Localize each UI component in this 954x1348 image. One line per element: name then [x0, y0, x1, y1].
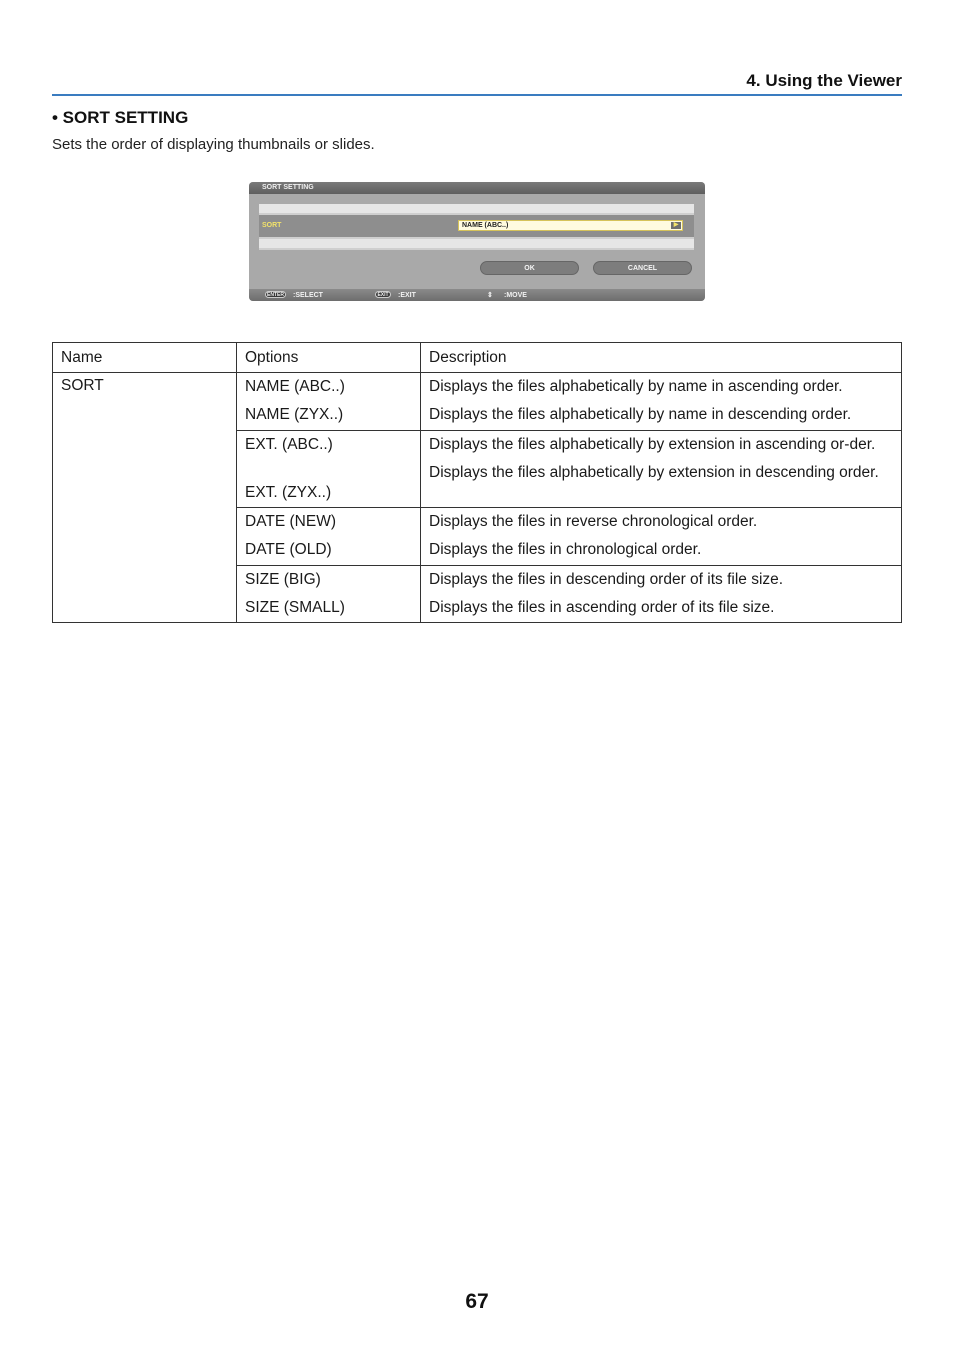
chapter-header — [52, 70, 902, 96]
cell-description — [421, 566, 902, 623]
page-number: 67 — [465, 1290, 489, 1313]
cell-options — [237, 373, 421, 431]
osd-sort-select[interactable] — [458, 220, 683, 231]
chapter-title: 4. Using the Viewer — [746, 71, 902, 90]
osd-sort-row[interactable] — [259, 215, 694, 237]
option-item: EXT. (ABC..) — [245, 436, 333, 453]
play-arrow-icon[interactable]: ▶ — [671, 222, 681, 229]
header-options: Options — [237, 343, 421, 373]
cell-name: SORT — [53, 373, 237, 623]
description-item: Displays the files in ascending order of its file size. — [429, 599, 775, 616]
cell-description — [421, 431, 902, 508]
section-intro: Sets the order of displaying thumbnails or slides. — [52, 136, 375, 153]
description-item: Displays the files in reverse chronological order. — [429, 513, 758, 530]
option-item: NAME (ABC..) — [245, 378, 345, 395]
exit-hint: :EXIT — [398, 292, 416, 299]
osd-divider — [259, 239, 694, 248]
section-title: • SORT SETTING — [52, 108, 189, 127]
cell-options — [237, 431, 421, 508]
description-item: Displays the files alphabetically by name in ascending order. — [429, 378, 843, 395]
ok-button[interactable]: OK — [480, 261, 579, 275]
cell-options — [237, 566, 421, 623]
header-name: Name — [53, 343, 237, 373]
cell-description — [421, 373, 902, 431]
up-down-arrows-icon: ⇕ — [487, 292, 493, 299]
option-item: EXT. (ZYX..) — [245, 484, 332, 501]
cell-description — [421, 508, 902, 566]
description-item: Displays the files alphabetically by name in descending order. — [429, 406, 852, 423]
sort-setting-osd — [249, 182, 705, 301]
move-hint: :MOVE — [504, 292, 527, 299]
header-description: Description — [421, 343, 902, 373]
table-header-row — [53, 343, 902, 373]
enter-key-icon: ENTER — [265, 291, 286, 298]
cell-options — [237, 508, 421, 566]
sort-options-table — [52, 342, 902, 623]
cancel-button[interactable]: CANCEL — [593, 261, 692, 275]
option-item: SIZE (SMALL) — [245, 599, 345, 616]
osd-footer — [249, 289, 705, 301]
option-item: SIZE (BIG) — [245, 571, 321, 588]
description-item: Displays the files alphabetically by extension in descending order. — [429, 464, 879, 481]
osd-body — [259, 204, 694, 250]
osd-title: SORT SETTING — [249, 182, 705, 194]
select-hint: :SELECT — [293, 292, 323, 299]
exit-key-icon: EXIT — [375, 291, 391, 298]
description-item: Displays the files alphabetically by extension in ascending or-der. — [429, 436, 876, 453]
osd-sort-label: SORT — [262, 222, 282, 229]
option-item: NAME (ZYX..) — [245, 406, 344, 423]
option-item: DATE (OLD) — [245, 541, 332, 558]
osd-sort-value: NAME (ABC..) — [462, 222, 509, 229]
description-item: Displays the files in descending order of its file size. — [429, 571, 784, 588]
description-item: Displays the files in chronological order. — [429, 541, 702, 558]
table-row — [53, 373, 902, 431]
option-item: DATE (NEW) — [245, 513, 336, 530]
osd-divider — [259, 204, 694, 213]
